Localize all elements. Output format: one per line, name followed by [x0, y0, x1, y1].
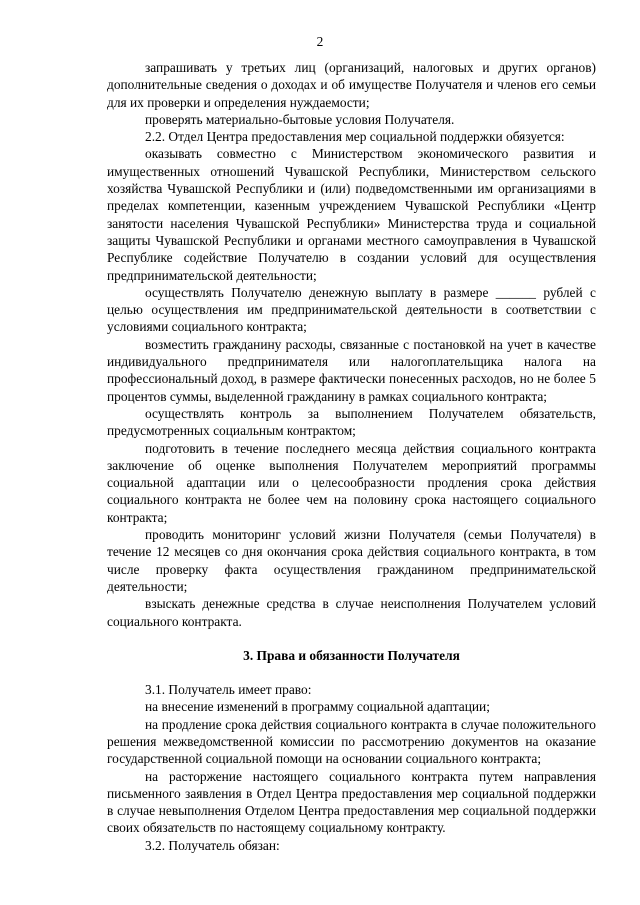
paragraph: на внесение изменений в программу социальной адаптации;: [145, 699, 490, 715]
paragraph: проверять материально-бытовые условия Получателя.: [145, 111, 455, 127]
paragraph: осуществлять Получателю денежную выплату в размере ______ рублей с целью осуществления им предпринимательской деятельности в соответствии с условиями социального контракта;: [107, 284, 596, 335]
page-number: 2: [316, 34, 324, 49]
paragraph: проводить мониторинг условий жизни Получателя (семьи Получателя) в течение 12 месяцев со дня окончания срока действия социального контракта, в том числе проверку факта осуществления гражданином предпринимательской деятельности;: [107, 527, 596, 594]
paragraph: подготовить в течение последнего месяца действия социального контракта заключение об оценке выполнения Получателем мероприятий программы социальной адаптации или о целесообразности продления срока действия социального контракта не более чем на половину срока настоящего социального контракта;: [107, 440, 596, 525]
paragraph: возместить гражданину расходы, связанные с постановкой на учет в качестве индивидуального предпринимателя или налогоплательщика налога на профессиональный доход, в размере фактически понесенных расходов, но не более 5 процентов суммы, выделенной гражданину в рамках социального контракта;: [107, 336, 596, 404]
paragraph: осуществлять контроль за выполнением Получателем обязательств, предусмотренных социальным контрактом;: [107, 405, 596, 439]
paragraph: 3.2. Получатель обязан:: [145, 837, 280, 853]
paragraph: на расторжение настоящего социального контракта путем направления письменного заявления в Отдел Центра предоставления мер социальной поддержки в случае невыполнения Отделом Центра предоставления мер социальной поддержки своих обязательств по настоящему социальному контракту.: [107, 768, 596, 836]
paragraph: запрашивать у третьих лиц (организаций, налоговых и других органов) дополнительные сведения о доходах и об имуществе Получателя и членов его семьи для их проверки и определения нуждаемости;: [107, 60, 596, 110]
paragraph: 2.2. Отдел Центра предоставления мер социальной поддержки обязуется:: [145, 129, 565, 145]
section-heading: 3. Права и обязанности Получателя: [243, 647, 460, 663]
paragraph: взыскать денежные средства в случае неисполнения Получателем условий социального контракта.: [107, 596, 596, 629]
document-body: [107, 59, 596, 854]
paragraph: оказывать совместно с Министерством экономического развития и имущественных отношений Чувашской Республики, Министерством сельского хозяйства Чувашской Республики и (или) подведомственными им организациями в пределах компетенции, казенным учреждением Чувашской Республики «Центр занятости населения Чувашской Республики» Министерства труда и социальной защиты Чувашской Республики и органами местного самоуправления в Чувашской Республике содействие Получателю в создании условий для осуществления предпринимательской деятельности;: [107, 146, 596, 283]
paragraph: 3.1. Получатель имеет право:: [145, 682, 312, 698]
paragraph: на продление срока действия социального контракта в случае положительного решения межведомственной комиссии по рассмотрению документов на оказание государственной социальной помощи на основании социального контракта;: [107, 716, 596, 767]
